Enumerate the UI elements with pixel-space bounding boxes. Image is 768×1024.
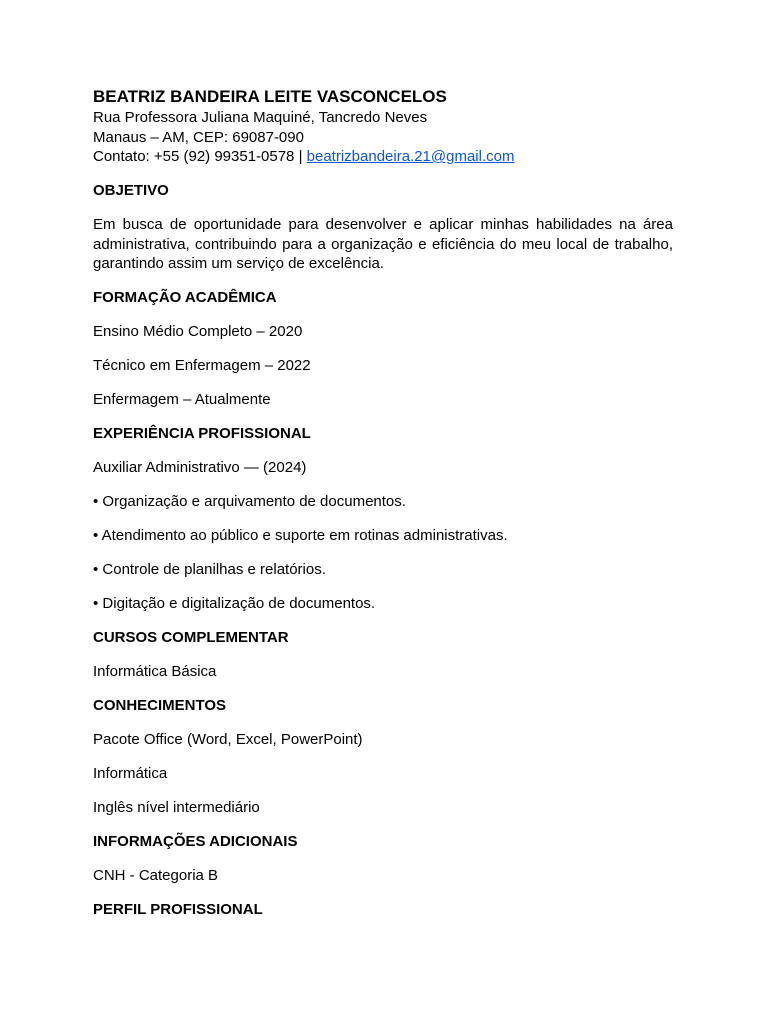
section-title-conhecimentos: CONHECIMENTOS	[93, 697, 227, 714]
section-title-cursos: CURSOS COMPLEMENTAR	[93, 629, 289, 646]
formacao-item: Ensino Médio Completo – 2020	[93, 323, 303, 340]
cursos-item: Informática Básica	[93, 663, 217, 680]
resume-document	[93, 86, 673, 920]
contact-phone: Contato: +55 (92) 99351-0578 |	[93, 148, 307, 165]
section-title-objetivo: OBJETIVO	[93, 182, 169, 199]
section-title-perfil: PERFIL PROFISSIONAL	[93, 901, 263, 918]
conhecimentos-item: Pacote Office (Word, Excel, PowerPoint)	[93, 731, 363, 748]
address-line-2: Manaus – AM, CEP: 69087-090	[93, 128, 304, 146]
formacao-item: Técnico em Enfermagem – 2022	[93, 357, 311, 374]
candidate-name: BEATRIZ BANDEIRA LEITE VASCONCELOS	[93, 87, 447, 106]
address-line-1: Rua Professora Juliana Maquiné, Tancredo Neves	[93, 109, 428, 126]
experiencia-bullet: • Organização e arquivamento de documentos.	[93, 493, 406, 510]
section-title-experiencia: EXPERIÊNCIA PROFISSIONAL	[93, 425, 311, 442]
contact-line	[93, 147, 673, 167]
objetivo-text: Em busca de oportunidade para desenvolver e aplicar minhas habilidades na área administrativa, contribuindo para a organização e eficiência do meu local de trabalho, garantindo assim um serviço de excelência.	[93, 216, 673, 272]
conhecimentos-item: Informática	[93, 765, 168, 782]
conhecimentos-item: Inglês nível intermediário	[93, 799, 260, 816]
formacao-item: Enfermagem – Atualmente	[93, 391, 271, 408]
section-title-formacao: FORMAÇÃO ACADÊMICA	[93, 289, 277, 306]
experiencia-bullet: • Atendimento ao público e suporte em rotinas administrativas.	[93, 527, 508, 544]
experiencia-bullet: • Controle de planilhas e relatórios.	[93, 561, 326, 578]
adicionais-item: CNH - Categoria B	[93, 867, 219, 884]
email-link[interactable]: beatrizbandeira.21@gmail.com	[306, 148, 515, 165]
experiencia-role: Auxiliar Administrativo — (2024)	[93, 459, 307, 476]
experiencia-bullet: • Digitação e digitalização de documentos.	[93, 595, 376, 612]
section-title-adicionais: INFORMAÇÕES ADICIONAIS	[93, 833, 298, 850]
